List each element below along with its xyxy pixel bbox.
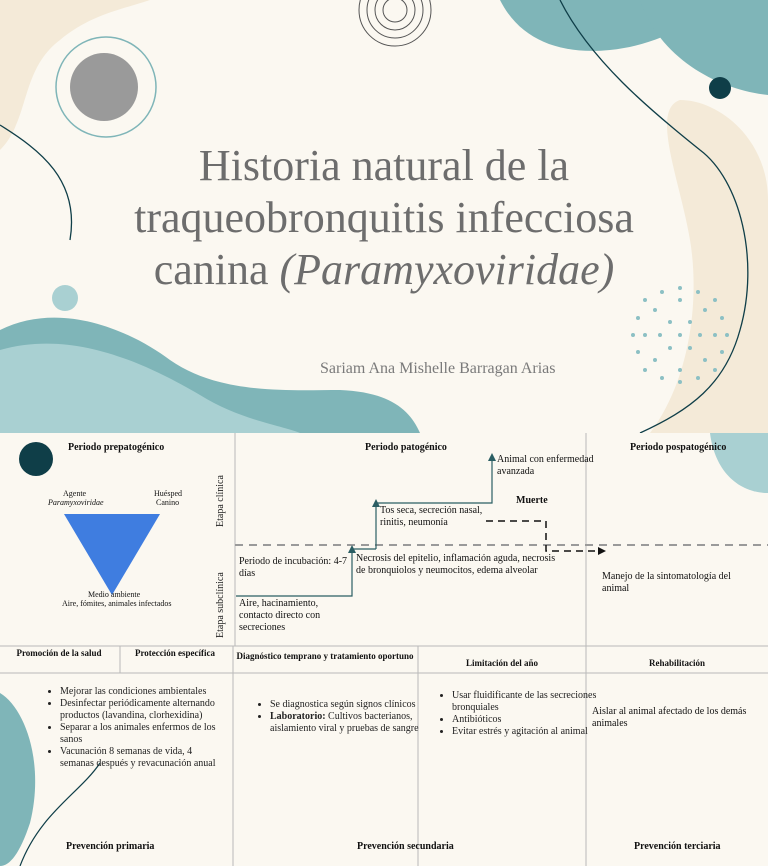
title-line-1: Historia natural de la (198, 141, 570, 190)
label-etapa-clinica: Etapa clínica (215, 475, 226, 527)
dark-teal-dot (709, 77, 731, 99)
primary-item: • Separar a los animales enfermos de los sanos (60, 722, 220, 746)
footer-prevencion-secundaria: Prevención secundaria (357, 841, 454, 852)
step-necrosis: Necrosis del epitelio, inflamación aguda, necrosis de bronquiolos y neumocitos, edema alveolar (356, 553, 556, 576)
author-name: Sariam Ana Mishelle Barragan Arias (320, 360, 556, 377)
col-diagnostico-temprano: Diagnóstico temprano y tratamiento oportuno (236, 651, 414, 661)
primary-item: • Mejorar las condiciones ambientales (60, 686, 220, 698)
epidemiological-triad-triangle (64, 514, 160, 595)
huesped-label: Huésped (154, 489, 182, 498)
laboratorio-label: Laboratorio: (270, 711, 326, 722)
dotted-circle-pattern (631, 286, 729, 384)
col-proteccion-especifica: Protección específica (134, 648, 216, 658)
slide-title (0, 140, 768, 296)
primary-prevention-list (36, 686, 220, 770)
header-patogenico: Periodo patogénico (365, 442, 447, 453)
step-transmision: Aire, hacinamiento, contacto directo con secreciones (239, 598, 321, 633)
medio-label: Medio ambiente (88, 590, 141, 599)
title-line-2: traqueobronquitis infecciosa (134, 193, 634, 242)
diagram-dark-dot (19, 442, 53, 476)
step-tos: Tos seca, secreción nasal, rinitis, neumonía (380, 505, 483, 528)
step-animal-avanzado: Animal con enfermedad avanzada (497, 454, 594, 477)
laboratorio-text: Cultivos bacterianos, aislamiento viral y pruebas de sangre (270, 711, 419, 734)
title-line-3-italic: (Paramyxoviridae) (279, 245, 615, 294)
header-prepatogenico: Periodo prepatogénico (68, 442, 165, 453)
rehabilitation-text: Aislar al animal afectado de los demás animales (592, 706, 747, 729)
dashed-arrow-to-pospatogenico (486, 521, 600, 551)
label-etapa-subclinica: Etapa subclínica (215, 572, 226, 638)
secondary-item (270, 711, 430, 735)
step-incubacion: Periodo de incubación: 4-7 días (239, 556, 348, 579)
natural-history-diagram (0, 433, 768, 866)
diagram-background-decoration (0, 433, 768, 866)
limitation-item: • Evitar estrés y agitación al animal (452, 726, 602, 738)
secondary-prevention-list (246, 699, 430, 735)
medio-value: Aire, fómites, animales infectados (62, 599, 172, 608)
limitation-item: • Usar fluidificante de las secreciones bronquiales (452, 690, 602, 714)
agente-value: Paramyxoviridae (48, 498, 104, 507)
footer-prevencion-terciaria: Prevención terciaria (634, 841, 721, 852)
manejo-sintomatologia: Manejo de la sintomatología del animal (602, 571, 731, 594)
label-muerte: Muerte (516, 495, 548, 506)
col-rehabilitacion: Rehabilitación (648, 658, 705, 668)
secondary-item: • Se diagnostica según signos clínicos (270, 699, 430, 711)
agente-label: Agente (63, 489, 87, 498)
grey-circle (70, 53, 138, 121)
diagram-teal-blob-left (0, 693, 35, 866)
limitation-item: • Antibióticos (452, 714, 602, 726)
primary-item: • Desinfectar periódicamente alternando productos (lavandina, clorhexidina) (60, 698, 220, 722)
huesped-value: Canino (156, 498, 180, 507)
primary-item: • Vacunación 8 semanas de vida, 4 semanas después y revacunación anual (60, 746, 220, 770)
header-pospatogenico: Periodo pospatogénico (630, 442, 727, 453)
title-line-3 (0, 244, 768, 296)
limitation-list (428, 690, 602, 738)
footer-prevencion-primaria: Prevención primaria (66, 841, 155, 852)
col-limitacion: Limitación del año (465, 658, 538, 668)
col-promocion-salud: Promoción de la salud (16, 648, 102, 658)
title-line-3-plain: canina (153, 245, 280, 294)
